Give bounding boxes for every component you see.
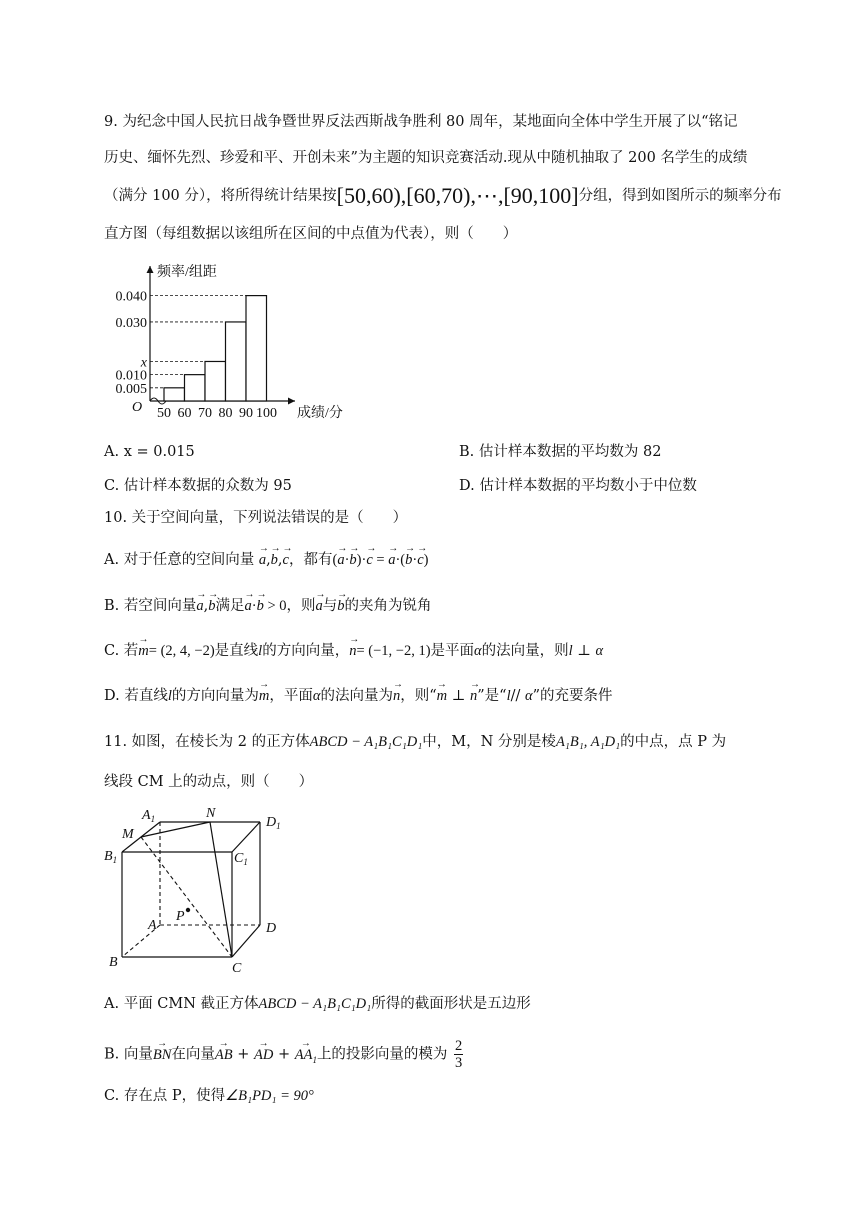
q10-b-tail: 的夹角为锐角	[344, 598, 432, 614]
q11-edges: A₁B₁, A₁D₁	[555, 734, 621, 750]
label-C: C	[232, 961, 242, 976]
q10-b-mid: 满足	[215, 598, 245, 614]
svg-text:A1	[141, 808, 155, 824]
histogram-bar-80-90	[226, 322, 247, 401]
q11-a-tail: 所得的截面形状是五边形	[371, 996, 531, 1012]
cube-diagram	[100, 800, 300, 980]
label-A1: A	[142, 808, 151, 823]
q10-c-pre: C. 若	[104, 643, 139, 659]
label-D1: D	[266, 815, 277, 830]
histogram-bar-70-80	[205, 361, 226, 401]
label-P: P	[176, 909, 185, 924]
x-tick-70: 70	[198, 406, 212, 421]
q11-option-b: B. 向量→ BN在向量→ AB + → AD + → $AA_1$上的投影向量的模为 $\frac{2}{3}$	[104, 1038, 463, 1071]
q10-c-tail: 的法向量，则	[481, 643, 569, 659]
q10-option-b: B. 若空间向量→ a,→ b满足→ a·→ b > 0，则→ a与→ b的夹角为锐角	[104, 596, 432, 616]
y-tick-x: x	[140, 355, 147, 371]
x-axis-label: 成绩/分	[297, 406, 343, 421]
q10-c-mid: 是直线	[214, 643, 259, 659]
label-B1-sub: 1	[112, 855, 118, 865]
q10-c-m: = (2, 4, −2)	[148, 643, 215, 659]
q10-c-mid3: 是平面	[430, 643, 475, 659]
q10-d-mid: 的方向向量为	[171, 688, 259, 704]
q9-option-c: C. 估计样本数据的众数为 95	[104, 478, 292, 494]
q11-a-cube: ABCD − A₁B₁C₁D₁	[258, 996, 372, 1012]
q11-c-formula: ∠B₁PD₁ = 90°	[225, 1088, 314, 1104]
q10-d-mid5: ”是“	[477, 688, 507, 704]
q10-d-tail: ”的充要条件	[532, 688, 613, 704]
q11-line2: 线段 CM 上的动点，则（ ）	[104, 774, 314, 790]
q10-a-tail: ，都有	[288, 552, 333, 568]
q9-line1: 9. 为纪念中国人民抗日战争暨世界反法西斯战争胜利 80 周年，某地面向全体中学生开展了以“铭记	[104, 114, 738, 130]
y-tick-0.005: 0.005	[115, 381, 147, 397]
q11-l1-c: 的中点，点 P 为	[620, 734, 727, 750]
q11-option-c	[104, 1086, 314, 1106]
histogram-bar-50-60	[164, 388, 185, 401]
q10-d-mid2: ，平面	[269, 688, 313, 704]
label-M: M	[122, 827, 134, 842]
fraction-2-3	[454, 1038, 463, 1071]
y-tick-0.030: 0.030	[115, 315, 147, 331]
q11-line1	[104, 732, 726, 752]
q9-line4: 直方图（每组数据以该组所在区间的中点值为代表），则（ ）	[104, 226, 518, 242]
frequency-histogram	[95, 258, 365, 426]
histogram-bar-90-100	[246, 296, 267, 401]
q11-a-text: A. 平面 CMN 截正方体	[104, 996, 259, 1012]
q11-l1-b: 中，M，N 分别是棱	[422, 734, 556, 750]
x-tick-90: 90	[239, 406, 253, 421]
frac-num: 2	[455, 1038, 463, 1054]
label-A: A	[148, 918, 157, 933]
q9-line3-b: 分组，得到如图所示的频率分布	[578, 188, 782, 204]
histogram-bar-60-70	[185, 375, 206, 401]
label-B1: B	[104, 849, 113, 864]
q11-c-text: C. 存在点 P，使得	[104, 1088, 226, 1104]
q10-b-mid2: ，则	[286, 598, 316, 614]
q9-line2: 历史、缅怀先烈、珍爱和平、开创未来”为主题的知识竞赛活动.现从中随机抽取了 200 名学生的成绩	[104, 150, 748, 166]
svg-text:D1	[265, 815, 281, 831]
y-axis-label: 频率/组距	[157, 265, 217, 280]
x-tick-80: 80	[218, 406, 233, 421]
q10-b-and: 与	[322, 598, 338, 614]
y-tick-0.010: 0.010	[115, 368, 147, 384]
q10-c-n: = (−1, −2, 1)	[356, 643, 431, 659]
q9-intervals: [50,60),[60,70),⋯,[90,100]	[336, 183, 579, 208]
q11-b-mid2: 上的投影向量的模为	[316, 1046, 448, 1063]
q10-b-text: B. 若空间向量	[104, 598, 197, 614]
y-tick-0.040: 0.040	[115, 289, 147, 305]
x-tick-50: 50	[157, 406, 171, 421]
q9-line3-a: （满分 100 分），将所得统计结果按	[104, 188, 337, 204]
origin-label: O	[132, 400, 143, 415]
q10-c-mid2: 的方向向量，	[262, 643, 350, 659]
q10-d-mid3: 的法向量为	[320, 688, 393, 704]
label-D: D	[266, 921, 277, 936]
x-tick-100: 100	[256, 406, 277, 421]
label-B: B	[109, 955, 118, 970]
q10-a-text: A. 对于任意的空间向量	[104, 552, 255, 568]
q11-l1-a: 11. 如图，在棱长为 2 的正方体	[104, 734, 310, 750]
svg-text:C1	[234, 851, 248, 867]
q11-b-mid: 在向量	[171, 1046, 215, 1063]
q10-option-d: D. 若直线l的方向向量为→ m，平面α的法向量为→ n，则“→ m ⊥ → n”是“l// α”的充要条件	[104, 686, 613, 706]
q9-option-b: B. 估计样本数据的平均数为 82	[459, 444, 662, 460]
label-D1-sub: 1	[276, 821, 281, 831]
label-A1-sub: 1	[150, 814, 156, 824]
q10-d-mid4: ，则“	[400, 688, 437, 704]
label-C1: C	[234, 851, 244, 866]
q9-line3	[104, 183, 782, 208]
q11-cube: ABCD − A₁B₁C₁D₁	[309, 734, 423, 750]
q11-option-a	[104, 994, 531, 1014]
q10-stem: 10. 关于空间向量，下列说法错误的是（ ）	[104, 510, 408, 526]
frac-den: 3	[455, 1055, 463, 1071]
x-tick-60: 60	[177, 406, 192, 421]
q9-option-a: A. x = 0.015	[104, 444, 195, 460]
svg-text:B1	[104, 849, 117, 865]
q11-b-text: B. 向量	[104, 1046, 153, 1063]
q10-option-a: A. 对于任意的空间向量 → a,→ b,→ c，都有(→ a·→ b)·→ c = → a·(→ b·→ c)	[104, 550, 429, 570]
label-N: N	[206, 806, 216, 821]
q10-d-pre: D. 若直线	[104, 688, 168, 704]
q9-option-d: D. 估计样本数据的平均数小于中位数	[459, 478, 697, 494]
q10-option-c: C. 若→ m= (2, 4, −2)是直线l的方向向量，→ n= (−1, −2, 1)是平面α的法向量，则l ⊥ α	[104, 641, 603, 661]
label-C1-sub: 1	[243, 857, 248, 867]
